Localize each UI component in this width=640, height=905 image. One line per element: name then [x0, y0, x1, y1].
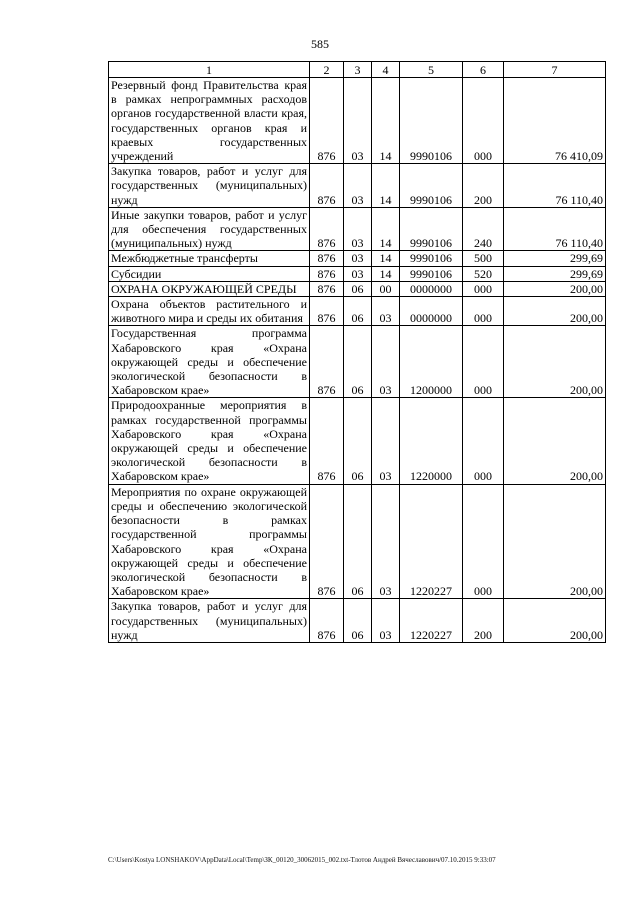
header-col-5: 5 — [400, 62, 463, 78]
table-row — [109, 398, 606, 484]
header-col-1: 1 — [109, 62, 310, 78]
row-name: Субсидии — [111, 266, 162, 281]
amount: 200,00 — [504, 599, 606, 643]
target-article-code: 9990106 — [400, 164, 463, 208]
table-row — [109, 297, 606, 326]
expense-type-code: 240 — [463, 207, 504, 251]
amount: 76 110,40 — [504, 164, 606, 208]
target-article-code: 1200000 — [400, 326, 463, 398]
amount: 200,00 — [504, 297, 606, 326]
header-col-2: 2 — [310, 62, 344, 78]
row-name-cell — [109, 398, 310, 484]
expense-type-code: 500 — [463, 251, 504, 266]
section-code: 03 — [344, 266, 372, 281]
expense-type-code: 520 — [463, 266, 504, 281]
row-name-cell — [109, 251, 310, 266]
row-name: Закупка товаров, работ и услуг для государственных (муниципальных) нужд — [111, 599, 307, 642]
admin-code: 876 — [310, 599, 344, 643]
target-article-code: 9990106 — [400, 251, 463, 266]
subsection-code: 03 — [372, 297, 400, 326]
target-article-code: 9990106 — [400, 266, 463, 281]
expense-type-code: 000 — [463, 297, 504, 326]
table-row — [109, 207, 606, 251]
subsection-code: 14 — [372, 266, 400, 281]
expense-type-code: 200 — [463, 599, 504, 643]
row-name: Иные закупки товаров, работ и услуг для обеспечения государственных (муниципальных) нужд — [111, 207, 307, 251]
table-row — [109, 164, 606, 208]
header-col-3: 3 — [344, 62, 372, 78]
amount: 299,69 — [504, 266, 606, 281]
table-row — [109, 251, 606, 266]
amount: 200,00 — [504, 326, 606, 398]
target-article-code: 1220227 — [400, 484, 463, 599]
section-code: 06 — [344, 599, 372, 643]
expense-type-code: 000 — [463, 326, 504, 398]
target-article-code: 0000000 — [400, 281, 463, 296]
row-name-cell — [109, 297, 310, 326]
admin-code: 876 — [310, 251, 344, 266]
section-code: 03 — [344, 78, 372, 164]
row-name-cell — [109, 326, 310, 398]
header-col-4: 4 — [372, 62, 400, 78]
row-name: Охрана объектов растительного и животного мира и среды их обитания — [111, 297, 307, 326]
header-col-6: 6 — [463, 62, 504, 78]
row-name: Закупка товаров, работ и услуг для государственных (муниципальных) нужд — [111, 164, 307, 207]
amount: 76 110,40 — [504, 207, 606, 251]
amount: 299,69 — [504, 251, 606, 266]
subsection-code: 03 — [372, 599, 400, 643]
admin-code: 876 — [310, 164, 344, 208]
subsection-code: 14 — [372, 164, 400, 208]
subsection-code: 03 — [372, 326, 400, 398]
table-row — [109, 266, 606, 281]
admin-code: 876 — [310, 326, 344, 398]
section-code: 06 — [344, 297, 372, 326]
row-name-cell — [109, 281, 310, 296]
admin-code: 876 — [310, 281, 344, 296]
amount: 76 410,09 — [504, 78, 606, 164]
admin-code: 876 — [310, 207, 344, 251]
row-name: Природоохранные мероприятия в рамках государственной программы Хабаровского края «Охрана окружающей среды и обеспечение экологической безопасности в Хабаровском крае» — [111, 398, 307, 484]
row-name: ОХРАНА ОКРУЖАЮЩЕЙ СРЕДЫ — [111, 281, 297, 296]
subsection-code: 03 — [372, 484, 400, 599]
header-col-7: 7 — [504, 62, 606, 78]
header-row — [109, 62, 606, 78]
amount: 200,00 — [504, 484, 606, 599]
target-article-code: 1220227 — [400, 599, 463, 643]
file-path-footer: C:\Users\Kostya LONSHAKOV\AppData\Local\Temp\ЗК_00120_30062015_002.txt-Тлотов Андрей Вячеславович/07.10.2015 9:33:07 — [108, 856, 496, 864]
expense-type-code: 000 — [463, 78, 504, 164]
table-row — [109, 281, 606, 296]
table-row — [109, 484, 606, 599]
target-article-code: 9990106 — [400, 207, 463, 251]
expense-type-code: 000 — [463, 398, 504, 484]
table-row — [109, 599, 606, 643]
target-article-code: 9990106 — [400, 78, 463, 164]
section-code: 06 — [344, 398, 372, 484]
subsection-code: 03 — [372, 398, 400, 484]
table-row — [109, 78, 606, 164]
subsection-code: 14 — [372, 207, 400, 251]
row-name-cell — [109, 207, 310, 251]
amount: 200,00 — [504, 398, 606, 484]
row-name-cell — [109, 164, 310, 208]
row-name: Государственная программа Хабаровского края «Охрана окружающей среды и обеспечение экологической безопасности в Хабаровском крае» — [111, 326, 307, 398]
row-name: Мероприятия по охране окружающей среды и обеспечению экологической безопасности в рамках государственной программы Хабаровского края «Охрана окружающей среды и обеспечение экологической безопасности в Хабаровском крае» — [111, 484, 307, 599]
subsection-code: 14 — [372, 78, 400, 164]
section-code: 06 — [344, 484, 372, 599]
page-number: 585 — [311, 37, 329, 51]
subsection-code: 00 — [372, 281, 400, 296]
section-code: 06 — [344, 326, 372, 398]
admin-code: 876 — [310, 297, 344, 326]
row-name-cell — [109, 484, 310, 599]
target-article-code: 0000000 — [400, 297, 463, 326]
row-name-cell — [109, 78, 310, 164]
row-name: Резервный фонд Правительства края в рамках непрограммных расходов органов государственной власти края, государственных органов края и краевых государственных учреждений — [111, 78, 307, 164]
row-name: Межбюджетные трансферты — [111, 251, 258, 266]
admin-code: 876 — [310, 398, 344, 484]
target-article-code: 1220000 — [400, 398, 463, 484]
budget-table — [108, 61, 606, 643]
section-code: 03 — [344, 251, 372, 266]
amount: 200,00 — [504, 281, 606, 296]
expense-type-code: 200 — [463, 164, 504, 208]
section-code: 03 — [344, 164, 372, 208]
table-row — [109, 326, 606, 398]
expense-type-code: 000 — [463, 484, 504, 599]
section-code: 03 — [344, 207, 372, 251]
admin-code: 876 — [310, 484, 344, 599]
expense-type-code: 000 — [463, 281, 504, 296]
subsection-code: 14 — [372, 251, 400, 266]
section-code: 06 — [344, 281, 372, 296]
admin-code: 876 — [310, 266, 344, 281]
admin-code: 876 — [310, 78, 344, 164]
row-name-cell — [109, 266, 310, 281]
row-name-cell — [109, 599, 310, 643]
